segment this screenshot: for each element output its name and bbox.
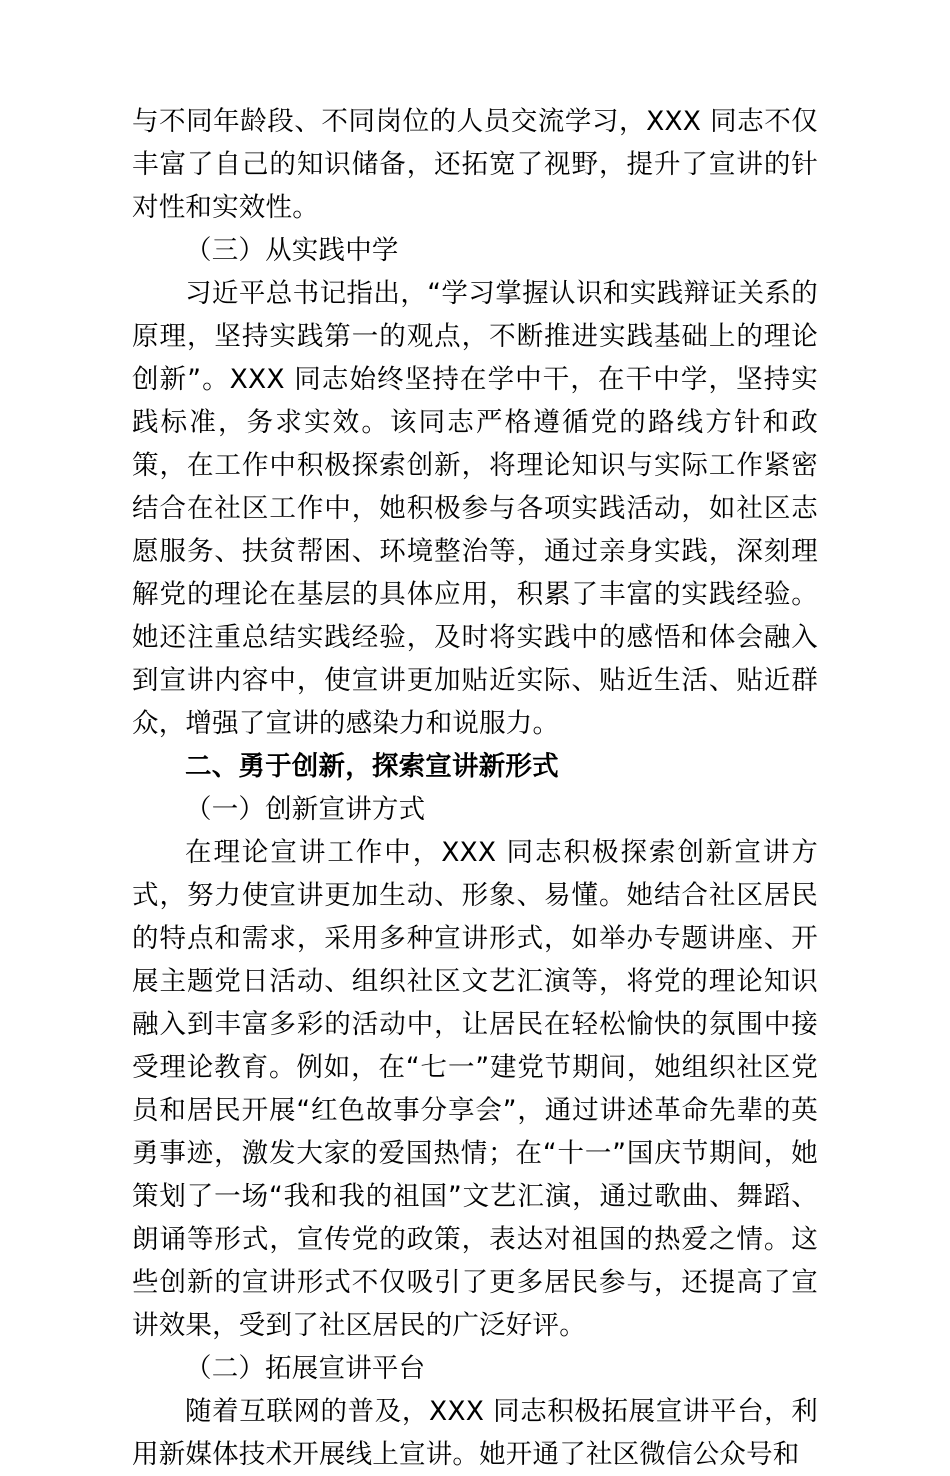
document-body bbox=[132, 100, 818, 1476]
section-heading-three-two: （一）创新宣讲方式 bbox=[185, 794, 426, 825]
section-heading-three-three: （二）拓展宣讲平台 bbox=[185, 1353, 426, 1384]
section-heading-two: 二、勇于创新，探索宣讲新形式 bbox=[185, 751, 559, 782]
section-heading-three-one: （三）从实践中学 bbox=[185, 235, 399, 266]
paragraph-continued: 与不同年龄段、不同岗位的人员交流学习，XXX 同志不仅丰富了自己的知识储备，还拓宽了视野，提升了宣讲的针对性和实效性。 bbox=[132, 106, 818, 223]
paragraph-expand-platform: 随着互联网的普及，XXX 同志积极拓展宣讲平台，利用新媒体技术开展线上宣讲。她开通了社区微信公众号和 bbox=[132, 1396, 818, 1470]
paragraph-innovative-methods: 在理论宣讲工作中，XXX 同志积极探索创新宣讲方式，努力使宣讲更加生动、形象、易懂。她结合社区居民的特点和需求，采用多种宣讲形式，如举办专题讲座、开展主题党日活动、组织社区文艺汇演等，将党的理论知识融入到丰富多彩的活动中，让居民在轻松愉快的氛围中接受理论教育。例如，在“七一”建党节期间，她组织社区党员和居民开展“红色故事分享会”，通过讲述革命先辈的英勇事迹，激发大家的爱国热情；在“十一”国庆节期间，她策划了一场“我和我的祖国”文艺汇演，通过歌曲、舞蹈、朗诵等形式，宣传党的政策，表达对祖国的热爱之情。这些创新的宣讲形式不仅吸引了更多居民参与，还提高了宣讲效果，受到了社区居民的广泛好评。 bbox=[132, 837, 818, 1341]
paragraph-practice-learning: 习近平总书记指出，“学习掌握认识和实践辩证关系的原理，坚持实践第一的观点，不断推进实践基础上的理论创新”。XXX 同志始终坚持在学中干，在干中学，坚持实践标准，务求实效。该同志严格遵循党的路线方针和政策，在工作中积极探索创新，将理论知识与实际工作紧密结合在社区工作中，她积极参与各项实践活动，如社区志愿服务、扶贫帮困、环境整治等，通过亲身实践，深刻理解党的理论在基层的具体应用，积累了丰富的实践经验。她还注重总结实践经验，及时将实践中的感悟和体会融入到宣讲内容中，使宣讲更加贴近实际、贴近生活、贴近群众，增强了宣讲的感染力和说服力。 bbox=[132, 278, 818, 739]
